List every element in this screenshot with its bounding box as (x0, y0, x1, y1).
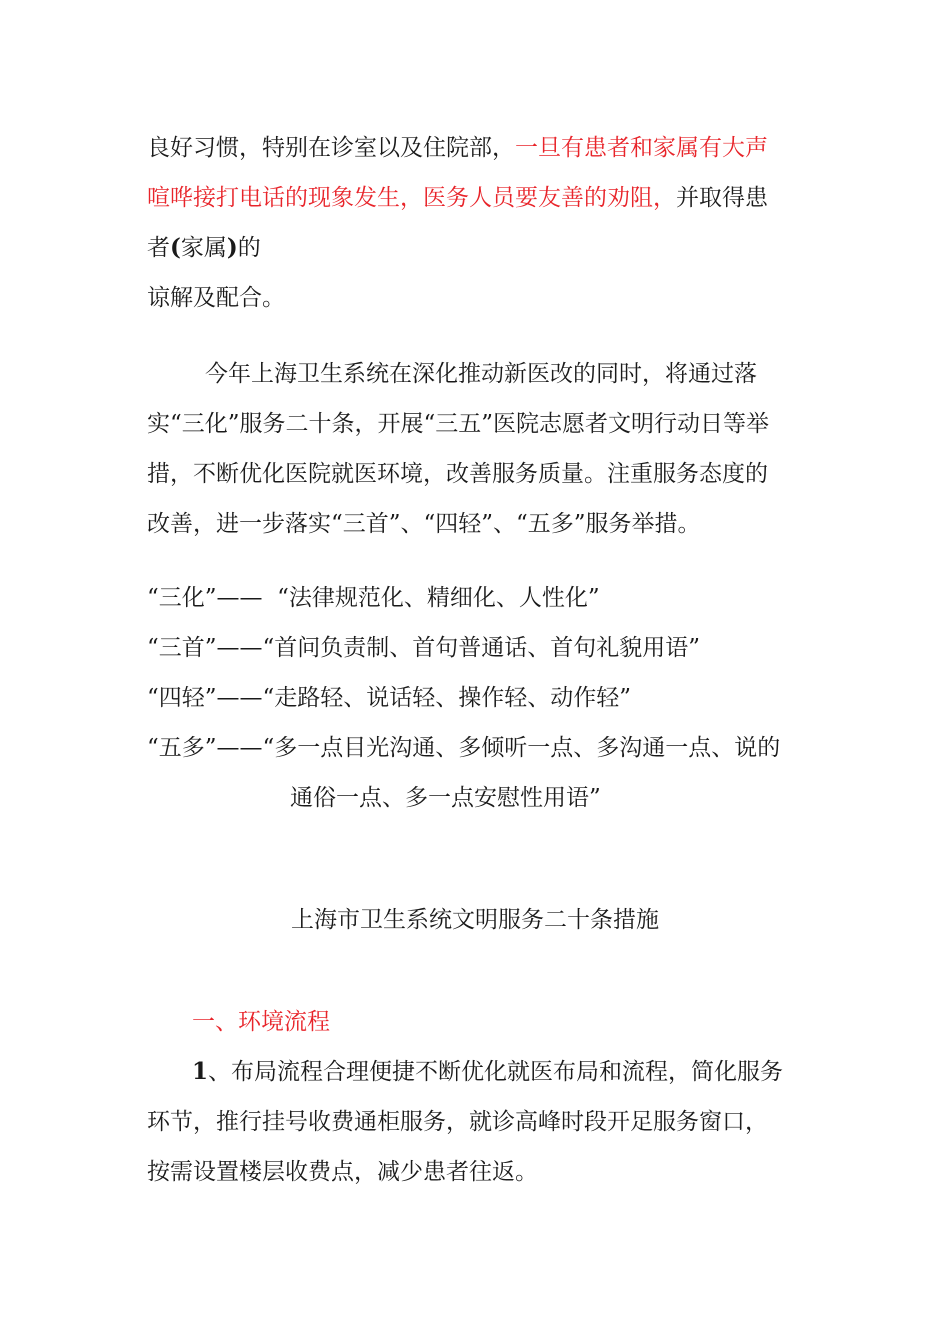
definition-text: “多一点目光沟通、多倾听一点、多沟通一点、说的 (262, 735, 781, 761)
subsection-heading: 一、环境流程 (192, 1009, 330, 1035)
para1-line1-highlight: 一旦有患者和家属有大声 (515, 135, 768, 161)
para1-line1-text: 良好习惯，特别在诊室以及住院部， (147, 135, 515, 161)
para1-line3-paren-close: ) (226, 234, 238, 261)
definition-wuduo-continuation: 通俗一点、多一点安慰性用语” (290, 785, 601, 811)
para2-line2: 实“三化”服务二十条，开展“三五”医院志愿者文明行动日等举 (147, 411, 770, 437)
para1-line3-paren-open: ( (170, 234, 181, 261)
para1-line1 (147, 134, 768, 162)
definition-text: “法律规范化、精细化、人性化” (277, 585, 600, 611)
section-title: 上海市卫生系统文明服务二十条措施 (291, 907, 659, 933)
para1-line2-text: 并取得患 (676, 185, 768, 211)
para1-line2-highlight: 喧哗接打电话的现象发生，医务人员要友善的劝阻， (147, 185, 676, 211)
definition-term: “三化”—— (147, 585, 263, 611)
definition-sanshou (147, 634, 700, 662)
para1-line4: 谅解及配合。 (147, 285, 285, 311)
item-number: 1 (192, 1058, 209, 1085)
definition-gap (263, 585, 278, 611)
item-1-line1-text: 、布局流程合理便捷不断优化就医布局和流程，简化服务 (208, 1059, 784, 1085)
para2-line4: 改善，进一步落实“三首”、“四轻”、“五多”服务举措。 (147, 511, 701, 537)
para1-line3 (147, 234, 261, 262)
para2-line1: 今年上海卫生系统在深化推动新医改的同时，将通过落 (205, 361, 757, 387)
definition-term: “三首”—— (147, 635, 263, 661)
definition-term: “四轻”—— (147, 685, 263, 711)
para2-line3: 措，不断优化医院就医环境，改善服务质量。注重服务态度的 (147, 461, 768, 487)
para1-line2 (147, 184, 768, 212)
para1-line3-a: 者 (147, 235, 170, 261)
definition-siqing (147, 684, 631, 712)
para1-line3-c: 家属 (180, 235, 227, 261)
definition-text: “走路轻、说话轻、操作轻、动作轻” (262, 685, 632, 711)
definition-sanhua (147, 584, 600, 612)
item-1-line2: 环节，推行挂号收费通柜服务，就诊高峰时段开足服务窗口， (147, 1109, 768, 1135)
para1-line3-e: 的 (237, 235, 261, 261)
item-1-line3: 按需设置楼层收费点，减少患者往返。 (147, 1159, 538, 1185)
definition-wuduo (147, 734, 780, 762)
definition-term: “五多”—— (147, 735, 263, 761)
item-1-line1 (192, 1058, 783, 1086)
definition-text: “首问负责制、首句普通话、首句礼貌用语” (262, 635, 701, 661)
